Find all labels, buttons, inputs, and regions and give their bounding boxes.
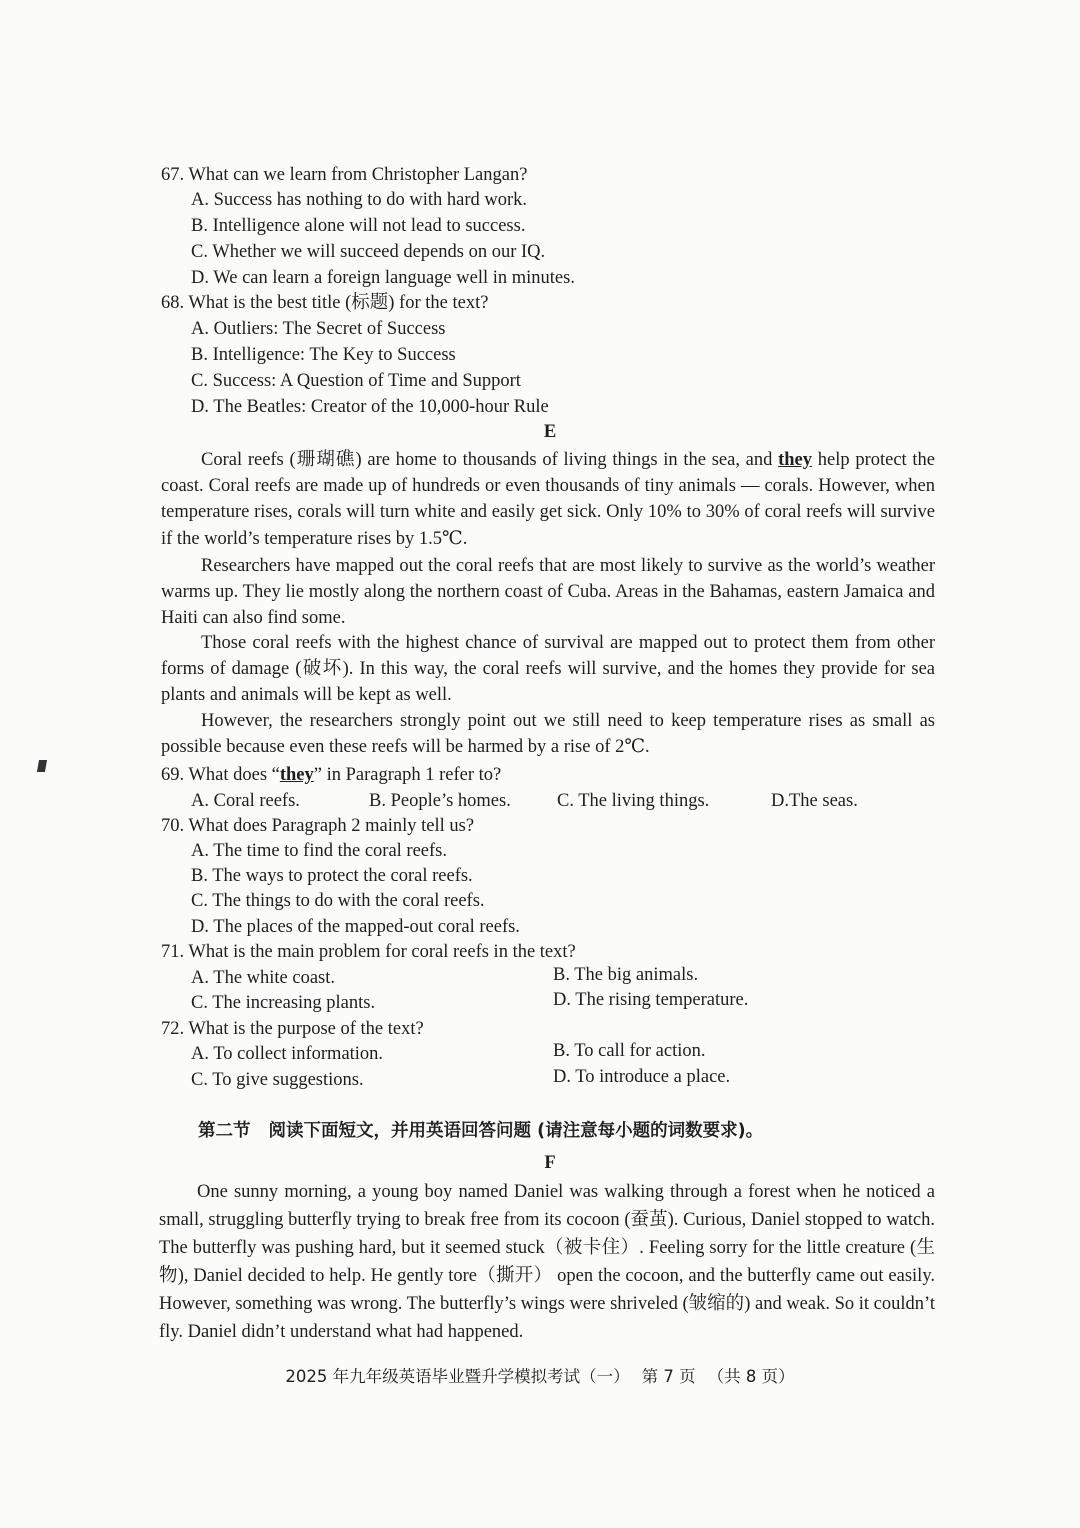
scan-artifact-mark — [37, 760, 47, 772]
page-footer — [0, 1363, 1080, 1387]
passage-e-letter: E — [543, 422, 557, 442]
question-70-option-a: A. The time to find the coral reefs. — [191, 841, 448, 861]
passage-e-p1-start: Coral reefs (珊瑚礁) are home to thousands of living things in the sea, and — [201, 450, 779, 470]
question-69-option-c: C. The living things. — [557, 791, 710, 811]
question-72-option-d: D. To introduce a place. — [553, 1067, 731, 1087]
question-69-stem-start: 69. What does “ — [161, 765, 280, 785]
section-2-heading — [198, 1117, 763, 1142]
question-71-stem: 71. What is the main problem for coral reefs in the text? — [161, 942, 576, 962]
question-70-option-d: D. The places of the mapped-out coral reefs. — [191, 917, 520, 937]
question-67-stem: 67. What can we learn from Christopher Langan? — [161, 165, 528, 185]
question-70-option-c: C. The things to do with the coral reefs. — [191, 891, 485, 911]
question-68-option-b: B. Intelligence: The Key to Success — [191, 345, 456, 365]
passage-f-paragraph-1: One sunny morning, a young boy named Daniel was walking through a forest when he noticed a small, struggling butterfly trying to break free from its cocoon (蚕茧). Curious, Daniel stopped to watch. The butterfly was pushing hard, but it seemed stuck（被卡住）. Feeling sorry for the little creature (生物), Daniel decided to help. He gently tore（撕开） open the cocoon, and the butterfly came out easily. However, something was wrong. The butterfly’s wings were shriveled (皱缩的) and weak. So it couldn’t fly. Daniel didn’t understand what had happened. — [159, 1182, 935, 1342]
footer-exam-title: 2025 年九年级英语毕业暨升学模拟考试（一） — [285, 1367, 630, 1386]
question-69-stem — [161, 763, 501, 787]
question-68-option-c: C. Success: A Question of Time and Support — [191, 371, 521, 391]
passage-e-paragraph-2: Researchers have mapped out the coral reefs that are most likely to survive as the world’s weather warms up. They lie mostly along the northern coast of Cuba. Areas in the Bahamas, eastern Jamaica and Haiti can also find some. — [161, 556, 935, 629]
question-69-stem-end: ” in Paragraph 1 refer to? — [313, 765, 502, 785]
question-72-option-a: A. To collect information. — [191, 1044, 384, 1064]
question-67-option-d: D. We can learn a foreign language well in minutes. — [191, 268, 575, 288]
question-68-option-a: A. Outliers: The Secret of Success — [191, 319, 446, 339]
passage-e-p1-they: they — [778, 450, 813, 470]
question-72-option-c: C. To give suggestions. — [191, 1070, 364, 1090]
passage-f-letter: F — [544, 1153, 556, 1173]
passage-e-paragraph-1 — [161, 447, 935, 552]
footer-page-number: 第 7 页 — [641, 1367, 696, 1386]
question-72-stem: 72. What is the purpose of the text? — [161, 1019, 424, 1039]
question-70-option-b: B. The ways to protect the coral reefs. — [191, 866, 473, 886]
passage-e-paragraph-3: Those coral reefs with the highest chance of survival are mapped out to protect them from other forms of damage (破坏). In this way, the coral reefs will survive, and the homes they provide for sea plants and animals will be kept as well. — [161, 633, 935, 706]
question-68-option-d: D. The Beatles: Creator of the 10,000-hour Rule — [191, 397, 549, 417]
passage-e-paragraph-4: However, the researchers strongly point out we still need to keep temperature rises as small as possible because even these reefs will be harmed by a rise of 2℃. — [161, 711, 935, 758]
question-69-stem-word: they — [279, 765, 314, 785]
footer-total-pages: （共 8 页） — [707, 1367, 795, 1386]
question-67-option-a: A. Success has nothing to do with hard work. — [191, 190, 528, 210]
section-2-label: 第二节 — [198, 1121, 251, 1141]
question-69-option-d: D.The seas. — [771, 791, 858, 811]
question-71-option-d: D. The rising temperature. — [553, 990, 749, 1010]
question-71-option-c: C. The increasing plants. — [191, 993, 376, 1013]
question-69-option-a: A. Coral reefs. — [191, 791, 300, 811]
question-67-option-c: C. Whether we will succeed depends on our IQ. — [191, 242, 546, 262]
question-69-option-b: B. People’s homes. — [369, 791, 511, 811]
question-71-option-a: A. The white coast. — [191, 968, 336, 988]
section-2-instruction: 阅读下面短文，并用英语回答问题 (请注意每小题的词数要求)。 — [268, 1121, 764, 1141]
question-72-option-b: B. To call for action. — [553, 1041, 706, 1061]
passage-e-p1-end: help protect the coast. Coral reefs are made up of hundreds or even thousands of tiny animals — corals. However, when temperature rises, corals will turn white and easily get sick. Only 10% to 30% of coral reefs will survive if the world’s temperature rises by 1.5℃. — [161, 450, 935, 549]
question-68-stem: 68. What is the best title (标题) for the text? — [161, 293, 489, 313]
question-70-stem: 70. What does Paragraph 2 mainly tell us? — [161, 816, 475, 836]
question-71-option-b: B. The big animals. — [553, 965, 699, 985]
question-67-option-b: B. Intelligence alone will not lead to success. — [191, 216, 526, 236]
